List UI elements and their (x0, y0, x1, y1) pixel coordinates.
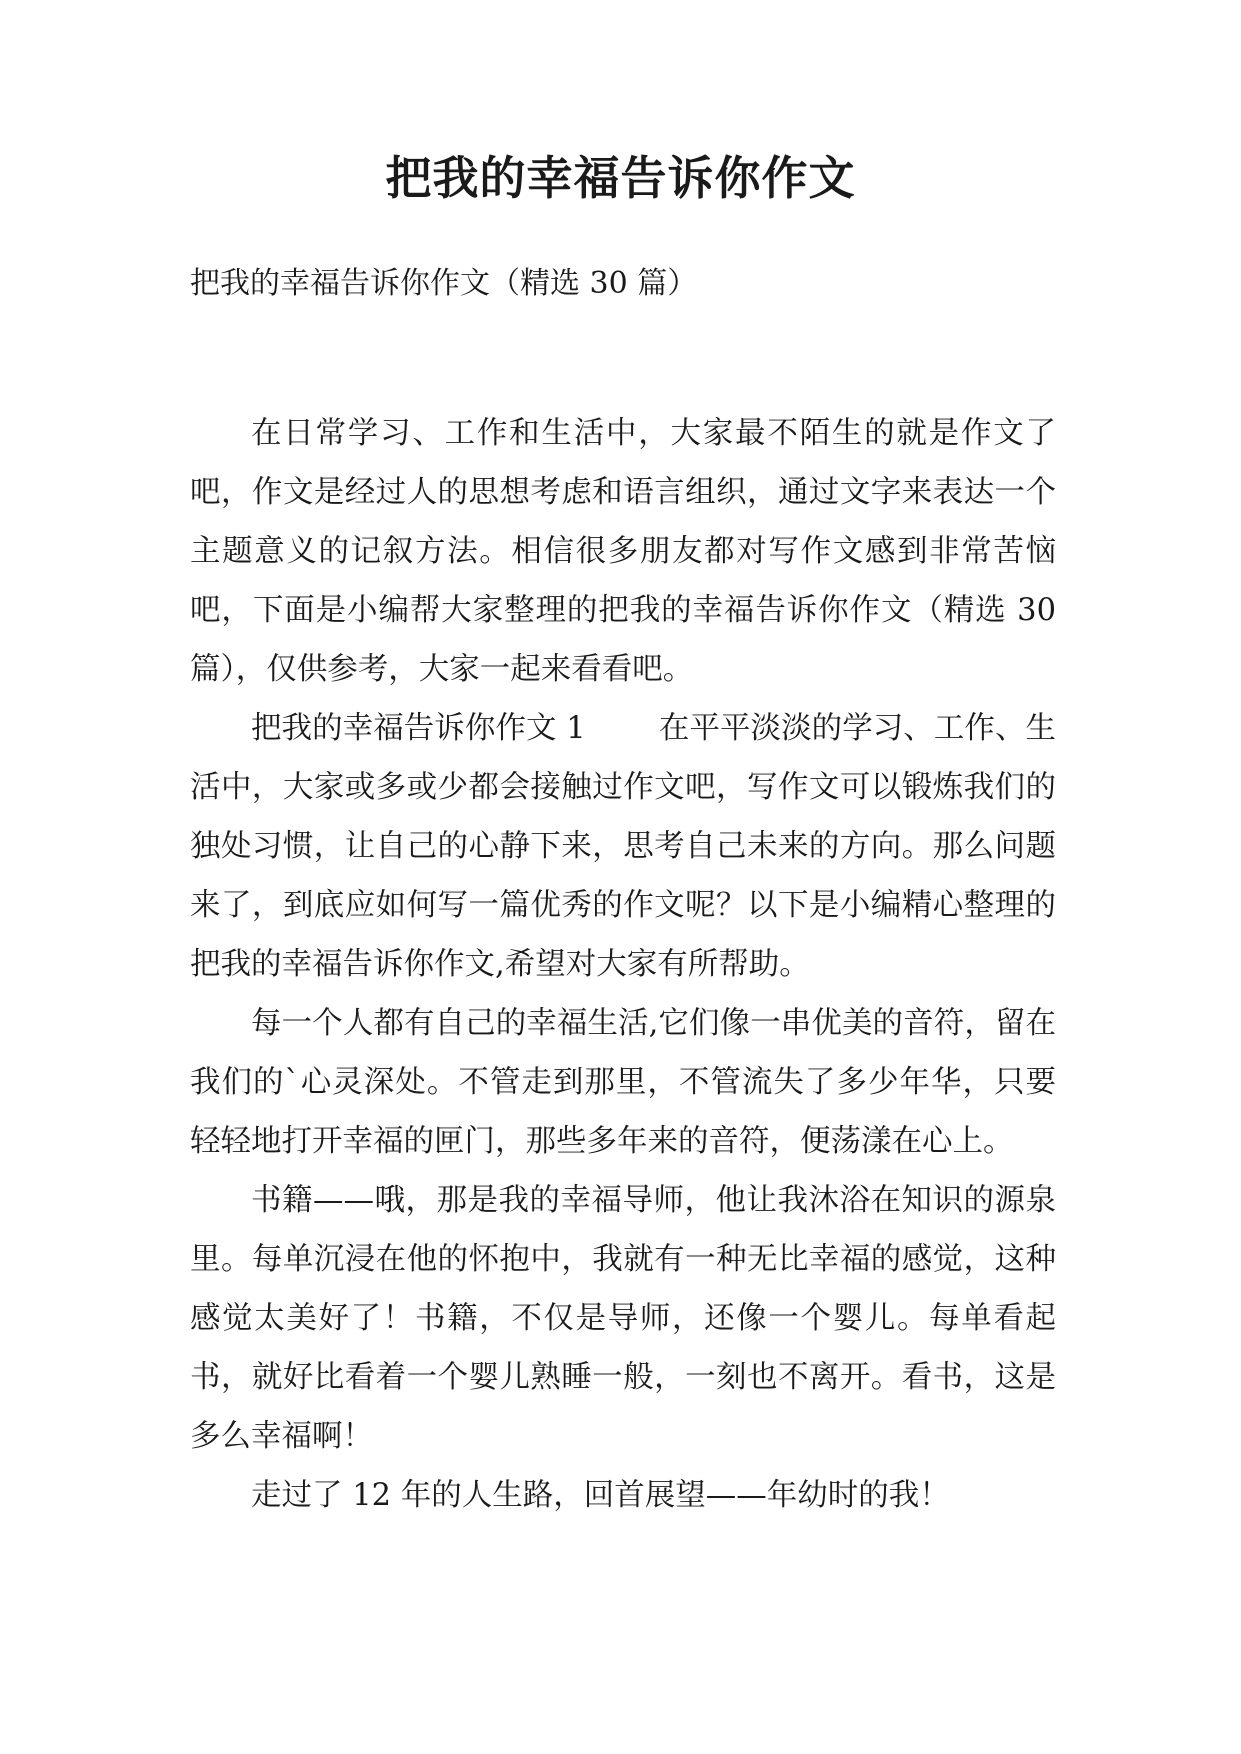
paragraph-intro: 在日常学习、工作和生活中，大家最不陌生的就是作文了吧，作文是经过人的思想考虑和语言组织，通过文字来表达一个主题意义的记叙方法。相信很多朋友都对写作文感到非常苦恼吧，下面是小编帮大家整理的把我的幸福告诉你作文（精选 30 篇），仅供参考，大家一起来看看吧。 (190, 416, 1056, 687)
paragraph-happiness: 每一个人都有自己的幸福生活,它们像一串优美的音符，留在我们的`心灵深处。不管走到那里，不管流失了多少年华，只要轻轻地打开幸福的匣门，那些多年来的音符，便荡漾在心上。 (190, 1006, 1056, 1159)
paragraph-books: 书籍——哦，那是我的幸福导师，他让我沐浴在知识的源泉里。每单沉浸在他的怀抱中，我就有一种无比幸福的感觉，这种感觉太美好了！书籍，不仅是导师，还像一个婴儿。每单看起书，就好比看着一个婴儿熟睡一般，一刻也不离开。看书，这是多么幸福啊！ (190, 1183, 1056, 1454)
document-title: 把我的幸福告诉你作文 (385, 151, 856, 205)
document-body (190, 404, 1056, 1525)
paragraph-essay-1 (190, 699, 1056, 994)
essay-1-text: 在平平淡淡的学习、工作、生活中，大家或多或少都会接触过作文吧，写作文可以锻炼我们的独处习惯，让自己的心静下来，思考自己未来的方向。那么问题来了，到底应如何写一篇优秀的作文呢？以下是小编精心整理的把我的幸福告诉你作文,希望对大家有所帮助。 (190, 711, 1056, 982)
essay-heading: 把我的幸福告诉你作文 1 (251, 711, 586, 746)
paragraph-looking-back: 走过了 12 年的人生路，回首展望——年幼时的我！ (251, 1478, 950, 1513)
document-subtitle: 把我的幸福告诉你作文（精选 30 篇） (190, 266, 698, 301)
